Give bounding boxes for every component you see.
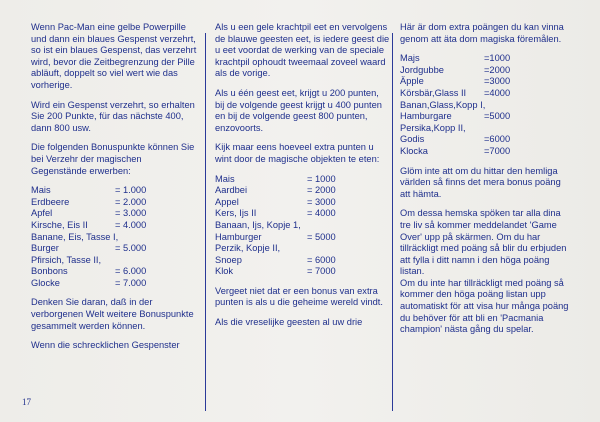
table-row: Banan,Glass,Kopp I, (400, 99, 486, 110)
dutch-bonus-table (215, 174, 336, 278)
dutch-paragraph-2: Als u één geest eet, krijgt u 200 punten, bij de volgende geest krijgt u 400 punten en bij de volgende geest 800 punten, enzovoorts. (215, 87, 382, 133)
german-paragraph-1: Wenn Pac-Man eine gelbe Powerpille und dann ein blaues Gespenst verzehrt, so ist ein blaues Gespenst, das verzehrt wird, bevor die Zeitbegrenzung der Pille abläuft, doppelt so viel wert wie das vorherige. (31, 22, 197, 90)
german-paragraph-3: Die folgenden Bonuspunkte können Sie bei Verzehr der magischen Gegenstände erwerben: (31, 142, 195, 176)
table-row: Persika,Kopp II, (400, 122, 466, 133)
dutch-paragraph-3: Kijk maar eens hoeveel extra punten u wint door de magische objekten te eten: (215, 142, 380, 164)
table-row: Burger = 5.000 (31, 243, 147, 254)
german-column (31, 22, 199, 360)
table-row: Snoep = 6000 (215, 254, 336, 265)
page-number: 17 (22, 397, 31, 407)
german-paragraph-4: Denken Sie daran, daß in der verborgenen Welt weitere Bonuspunkte gesammelt werden können. (31, 297, 194, 331)
table-row: Hamburger = 5000 (215, 231, 336, 242)
table-row: Jordgubbe =2000 (400, 64, 511, 75)
table-row: Banane, Eis, Tasse I, (31, 231, 119, 242)
table-row: Erdbeere = 2.000 (31, 196, 147, 207)
column-divider-2 (392, 33, 393, 411)
table-row: Bonbons = 6.000 (31, 266, 147, 277)
table-row: Aardbei = 2000 (215, 185, 336, 196)
table-row: Klocka =7000 (400, 145, 511, 156)
german-bonus-table (31, 185, 146, 289)
dutch-column (215, 22, 390, 337)
table-row: Banaan, Ijs, Kopje 1, (215, 219, 301, 230)
table-row: Apfel = 3.000 (31, 208, 147, 219)
table-row: Kirsche, Eis II = 4.000 (31, 219, 147, 230)
table-row: Mais = 1000 (215, 173, 336, 184)
table-row: Kers, Ijs II = 4000 (215, 208, 336, 219)
table-row: Glocke = 7.000 (31, 277, 147, 288)
table-row: Majs =1000 (400, 53, 511, 64)
column-divider-1 (205, 33, 206, 411)
swedish-column (400, 22, 570, 344)
swedish-bonus-table (400, 53, 510, 157)
table-row: Perzik, Kopje II, (215, 243, 281, 254)
table-row: Klok = 7000 (215, 266, 336, 277)
table-row: Godis =6000 (400, 134, 511, 145)
dutch-paragraph-1: Als u een gele krachtpil eet en vervolgens de blauwe geesten eet, is iedere geest die u eet voordat de werking van de speciale krachtpil ophoudt tweemaal zoveel waard als de vorige. (215, 22, 390, 79)
swedish-paragraph-1: Här är dom extra poängen du kan vinna genom att äta dom magiska föremålen. (400, 22, 564, 44)
table-row: Appel = 3000 (215, 196, 336, 207)
german-paragraph-5: Wenn die schrecklichen Gespenster (31, 340, 180, 351)
table-row: Körsbär,Glass II =4000 (400, 87, 511, 98)
dutch-paragraph-5: Als die vreselijke geesten al uw drie (215, 317, 363, 328)
table-row: Mais = 1.000 (31, 185, 147, 196)
dutch-paragraph-4: Vergeet niet dat er een bonus van extra punten is als u die geheime wereld vindt. (215, 285, 383, 308)
table-row: Pfirsich, Tasse II, (31, 254, 102, 265)
german-paragraph-2: Wird ein Gespenst verzehrt, so erhalten Sie 200 Punkte, für das nächste 400, dann 800 usw. (31, 99, 195, 133)
swedish-paragraph-3: Om dessa hemska spöken tar alla dina tre liv så kommer meddelandet 'Game Over' upp på skärmen. Om du har tillräckligt med poäng så blir du erbjuden att fylla i ditt namn i den höga poäng listan. (400, 208, 567, 277)
table-row: Hamburgare =5000 (400, 111, 511, 122)
swedish-paragraph-4: Om du inte har tillräckligt med poäng så kommer den höga poäng listan upp automatiskt för att visa hur många poäng du behöver för att bli en 'Pacmania champion' nästa gång du spelar. (400, 277, 569, 335)
table-row: Äpple =3000 (400, 76, 511, 87)
swedish-paragraph-2: Glöm inte att om du hittar den hemliga världen så finns det mera bonus poäng att hämta. (400, 165, 561, 199)
